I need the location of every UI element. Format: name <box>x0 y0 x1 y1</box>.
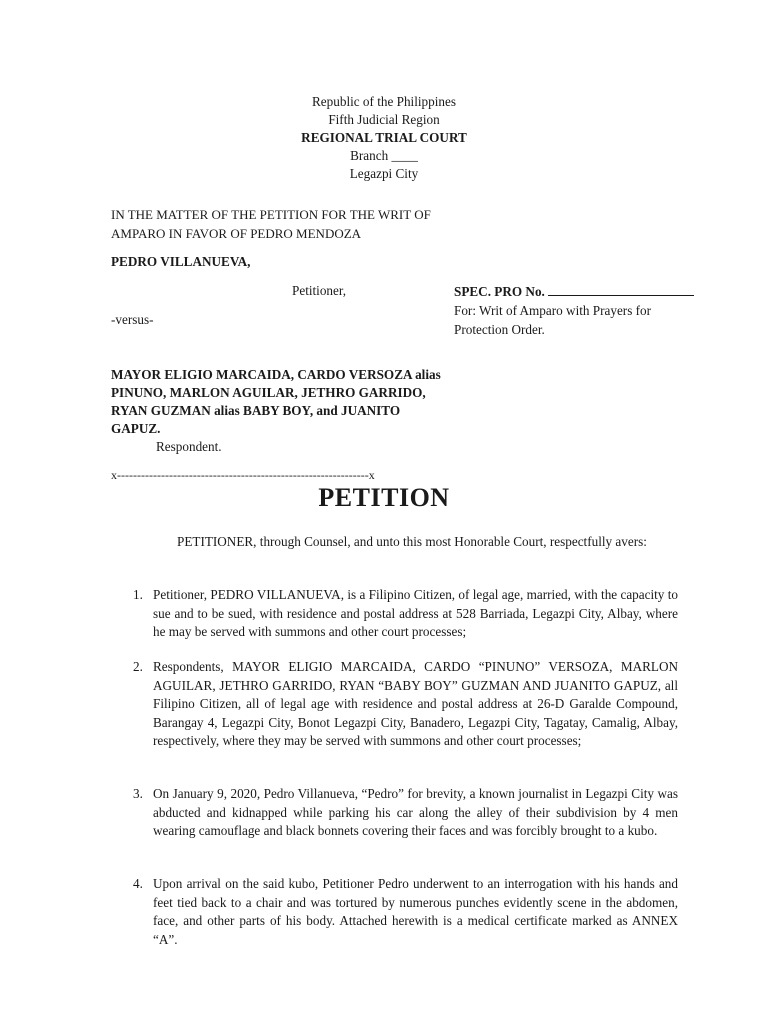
paragraph-number: 2. <box>133 659 143 674</box>
court-header-republic: Republic of the Philippines <box>312 94 456 109</box>
spec-pro-block <box>454 282 694 339</box>
spec-pro-number <box>454 282 694 301</box>
paragraph-number: 4. <box>133 876 143 891</box>
court-header-branch: Branch ____ <box>350 148 418 163</box>
paragraph-text: On January 9, 2020, Pedro Villanueva, “Pedro” for brevity, a known journalist in Legazpi City was abducted and kidnapped while parking his car along the alley of their subdivision by 4 men wearing camouflage and black bonnets covering their faces and was forcibly brought to a kubo. <box>153 786 678 839</box>
paragraph-item <box>133 875 678 949</box>
spec-pro-blank <box>548 284 694 296</box>
court-header-court: REGIONAL TRIAL COURT <box>301 130 467 145</box>
petitioner-name: PEDRO VILLANUEVA, <box>111 254 251 269</box>
petitioner-label: Petitioner, <box>292 283 347 298</box>
respondents-names: MAYOR ELIGIO MARCAIDA, CARDO VERSOZA alias PINUNO, MARLON AGUILAR, JETHRO GARRIDO, RYAN GUZMAN alias BABY BOY, and JUANITO GAPUZ. <box>111 367 441 436</box>
paragraph-number: 1. <box>133 587 143 602</box>
versus-label: -versus- <box>111 312 154 327</box>
paragraph-text: Upon arrival on the said kubo, Petitioner Pedro underwent to an interrogation with his hands and feet tied back to a chair and was tortured by numerous punches evidently scene in the abdomen, face, and other parts of his body. Attached herewith is a medical certificate marked as ANNEX “A”. <box>153 876 678 947</box>
paragraph-item <box>133 785 678 841</box>
paragraph-number: 3. <box>133 786 143 801</box>
intro-paragraph <box>133 533 663 551</box>
court-header <box>0 93 768 183</box>
spec-pro-description: For: Writ of Amparo with Prayers for Protection Order. <box>454 303 652 337</box>
paragraph-item <box>133 658 678 751</box>
caption-separator: x---------------------------------------------------------------x <box>111 468 375 482</box>
case-matter: IN THE MATTER OF THE PETITION FOR THE WRIT OF AMPARO IN FAVOR OF PEDRO MENDOZA <box>111 207 431 241</box>
paragraph-item <box>133 586 678 642</box>
court-header-region: Fifth Judicial Region <box>328 112 440 127</box>
court-header-city: Legazpi City <box>349 166 419 181</box>
paragraph-text: Respondents, MAYOR ELIGIO MARCAIDA, CARDO “PINUNO” VERSOZA, MARLON AGUILAR, JETHRO GARRIDO, RYAN “BABY BOY” GUZMAN AND JUANITO GAPUZ, all Filipino Citizen, all of legal age with residence and postal address at 26-D Garalde Compound, Barangay 4, Legazpi City, Bonot Legazpi City, Banadero, Legazpi City, Tagatay, Camalig, Albay, respectively, where they may be served with summons and other court processes; <box>153 659 678 749</box>
spec-pro-label: SPEC. PRO No. <box>454 284 545 299</box>
document-title: PETITION <box>318 483 450 512</box>
intro-text: PETITIONER, through Counsel, and unto this most Honorable Court, respectfully avers: <box>177 534 647 549</box>
respondent-label: Respondent. <box>156 439 222 454</box>
paragraph-text: Petitioner, PEDRO VILLANUEVA, is a Filipino Citizen, of legal age, married, with the capacity to sue and to be sued, with residence and postal address at 528 Barriada, Legazpi City, Albay, where he may be served with summons and other court processes; <box>153 587 678 640</box>
